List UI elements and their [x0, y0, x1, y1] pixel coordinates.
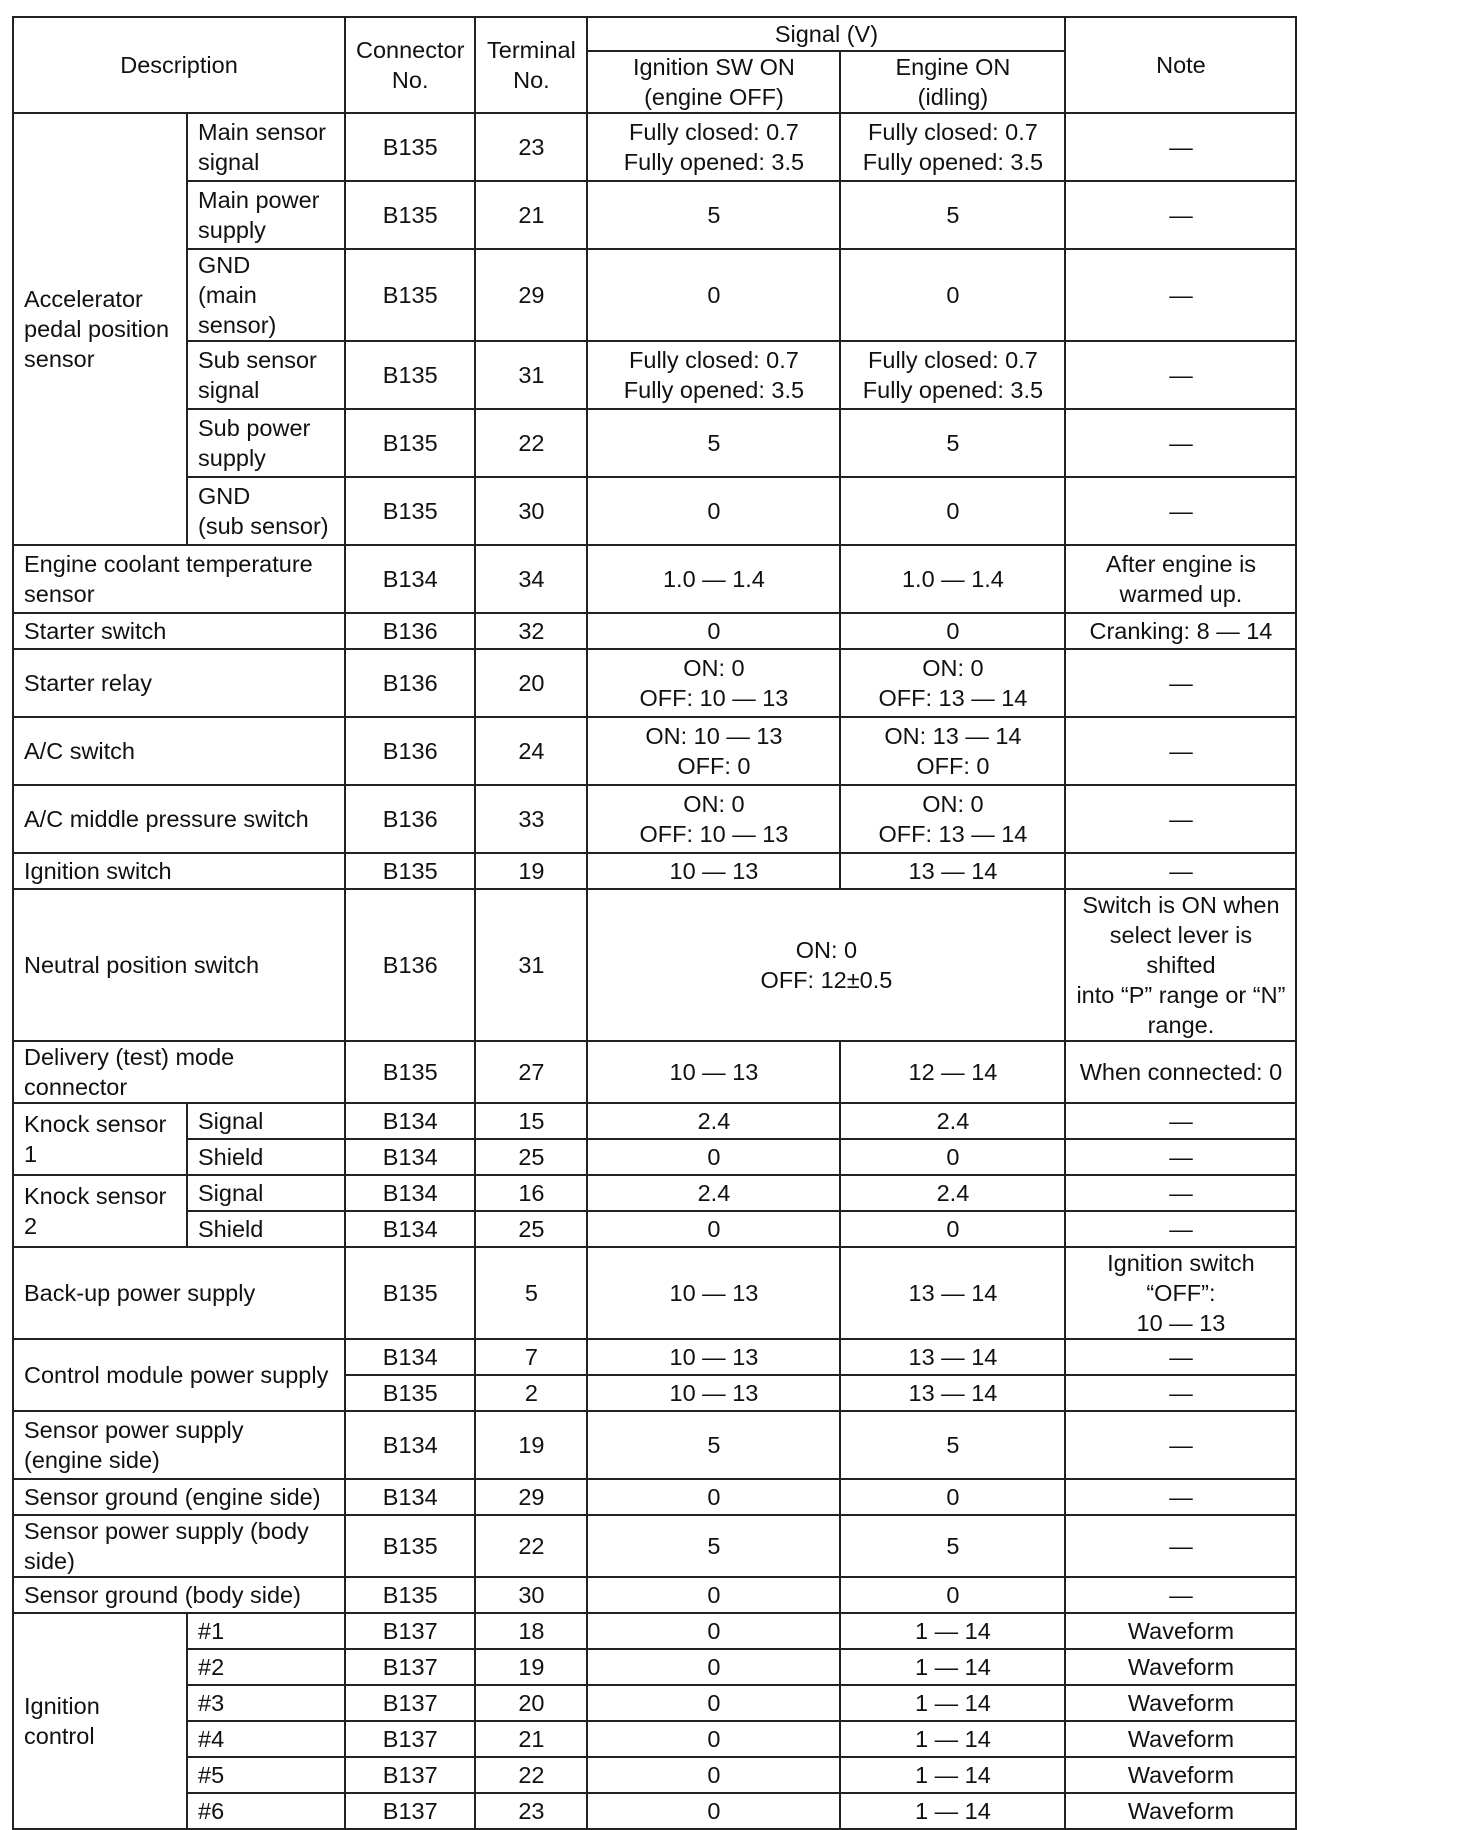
table-row: [13, 1613, 1296, 1649]
note-cell: Waveform: [1065, 1757, 1296, 1793]
document-page: [12, 16, 1297, 1830]
note-cell: —: [1065, 1139, 1296, 1175]
engine-on-cell: 0: [840, 1479, 1065, 1515]
table-row: [13, 1411, 1296, 1479]
table-row: [13, 1247, 1296, 1339]
table-row: [13, 613, 1296, 649]
note-cell: Switch is ON when select lever is shifted into “P” range or “N” range.: [1065, 889, 1296, 1041]
terminal-cell: 16: [475, 1175, 587, 1211]
engine-on-cell: 0: [840, 1577, 1065, 1613]
note-cell: —: [1065, 649, 1296, 717]
table-row: [13, 1721, 1296, 1757]
sub-description: Shield: [187, 1139, 345, 1175]
sub-description: Main sensor signal: [187, 113, 345, 181]
engine-on-cell: 13 — 14: [840, 853, 1065, 889]
table-row: [13, 113, 1296, 181]
connector-cell: B135: [345, 341, 475, 409]
description-cell: A/C switch: [13, 717, 345, 785]
engine-on-cell: 1 — 14: [840, 1757, 1065, 1793]
note-cell: When connected: 0: [1065, 1041, 1296, 1103]
note-cell: —: [1065, 409, 1296, 477]
ignition-on-cell: 2.4: [587, 1175, 840, 1211]
ignition-on-cell: 0: [587, 1211, 840, 1247]
terminal-cell: 21: [475, 1721, 587, 1757]
terminal-cell: 24: [475, 717, 587, 785]
description-cell: Starter relay: [13, 649, 345, 717]
note-cell: —: [1065, 1375, 1296, 1411]
table-row: [13, 1041, 1296, 1103]
sub-description: #4: [187, 1721, 345, 1757]
connector-cell: B137: [345, 1685, 475, 1721]
terminal-cell: 25: [475, 1211, 587, 1247]
header-engine-on: Engine ON (idling): [840, 51, 1065, 113]
note-cell: Cranking: 8 — 14: [1065, 613, 1296, 649]
connector-cell: B134: [345, 1411, 475, 1479]
note-cell: After engine is warmed up.: [1065, 545, 1296, 613]
connector-cell: B135: [345, 249, 475, 341]
ignition-on-cell: 0: [587, 1613, 840, 1649]
terminal-cell: 20: [475, 1685, 587, 1721]
terminal-cell: 22: [475, 1515, 587, 1577]
connector-cell: B135: [345, 113, 475, 181]
ignition-on-cell: 5: [587, 181, 840, 249]
note-cell: Waveform: [1065, 1721, 1296, 1757]
engine-on-cell: 1 — 14: [840, 1793, 1065, 1829]
table-row: [13, 409, 1296, 477]
ignition-on-cell: 0: [587, 249, 840, 341]
section-ignition-control: Ignition control: [13, 1613, 187, 1829]
ignition-on-cell: ON: 0 OFF: 10 — 13: [587, 785, 840, 853]
note-cell: Ignition switch “OFF”: 10 — 13: [1065, 1247, 1296, 1339]
engine-on-cell: 1 — 14: [840, 1613, 1065, 1649]
engine-on-cell: 0: [840, 1211, 1065, 1247]
connector-cell: B135: [345, 477, 475, 545]
connector-cell: B134: [345, 1139, 475, 1175]
engine-on-cell: ON: 13 — 14 OFF: 0: [840, 717, 1065, 785]
terminal-cell: 30: [475, 477, 587, 545]
connector-cell: B135: [345, 1041, 475, 1103]
engine-on-cell: 1 — 14: [840, 1685, 1065, 1721]
ignition-on-cell: 0: [587, 477, 840, 545]
connector-cell: B135: [345, 409, 475, 477]
terminal-cell: 27: [475, 1041, 587, 1103]
ignition-on-cell: 1.0 — 1.4: [587, 545, 840, 613]
note-cell: —: [1065, 1515, 1296, 1577]
terminal-cell: 22: [475, 409, 587, 477]
terminal-cell: 32: [475, 613, 587, 649]
description-cell: Sensor power supply (body side): [13, 1515, 345, 1577]
sub-description: Sub power supply: [187, 409, 345, 477]
note-cell: —: [1065, 1411, 1296, 1479]
sub-description: #3: [187, 1685, 345, 1721]
connector-cell: B135: [345, 1375, 475, 1411]
connector-cell: B135: [345, 181, 475, 249]
connector-cell: B136: [345, 889, 475, 1041]
table-row: [13, 181, 1296, 249]
note-cell: —: [1065, 181, 1296, 249]
ignition-on-cell: ON: 0 OFF: 10 — 13: [587, 649, 840, 717]
ignition-on-cell: Fully closed: 0.7 Fully opened: 3.5: [587, 113, 840, 181]
note-cell: —: [1065, 341, 1296, 409]
table-row: [13, 477, 1296, 545]
table-row: [13, 545, 1296, 613]
terminal-cell: 18: [475, 1613, 587, 1649]
signal-merged-cell: ON: 0 OFF: 12±0.5: [587, 889, 1065, 1041]
section-knock-sensor-1: Knock sensor 1: [13, 1103, 187, 1175]
ignition-on-cell: 10 — 13: [587, 853, 840, 889]
engine-on-cell: 2.4: [840, 1175, 1065, 1211]
sub-description: Signal: [187, 1103, 345, 1139]
note-cell: —: [1065, 853, 1296, 889]
note-cell: —: [1065, 1175, 1296, 1211]
table-row: [13, 1175, 1296, 1211]
connector-cell: B137: [345, 1613, 475, 1649]
table-row: [13, 717, 1296, 785]
terminal-cell: 22: [475, 1757, 587, 1793]
note-cell: —: [1065, 113, 1296, 181]
engine-on-cell: 5: [840, 1411, 1065, 1479]
table-row: [13, 889, 1296, 1041]
note-cell: Waveform: [1065, 1793, 1296, 1829]
table-row: [13, 1339, 1296, 1375]
connector-cell: B136: [345, 785, 475, 853]
connector-cell: B135: [345, 1515, 475, 1577]
engine-on-cell: 0: [840, 613, 1065, 649]
section-control-module-power: Control module power supply: [13, 1339, 345, 1411]
connector-cell: B136: [345, 717, 475, 785]
note-cell: Waveform: [1065, 1685, 1296, 1721]
engine-on-cell: 13 — 14: [840, 1339, 1065, 1375]
terminal-cell: 19: [475, 1411, 587, 1479]
table-row: [13, 1757, 1296, 1793]
engine-on-cell: 0: [840, 477, 1065, 545]
terminal-cell: 23: [475, 1793, 587, 1829]
connector-cell: B134: [345, 1479, 475, 1515]
engine-on-cell: 13 — 14: [840, 1375, 1065, 1411]
description-cell: Ignition switch: [13, 853, 345, 889]
connector-cell: B137: [345, 1721, 475, 1757]
ignition-on-cell: 2.4: [587, 1103, 840, 1139]
note-cell: —: [1065, 1577, 1296, 1613]
description-cell: Engine coolant temperature sensor: [13, 545, 345, 613]
header-connector-no: Connector No.: [345, 17, 475, 113]
note-cell: —: [1065, 1103, 1296, 1139]
table-row: [13, 1211, 1296, 1247]
engine-on-cell: 1.0 — 1.4: [840, 545, 1065, 613]
description-cell: Sensor power supply (engine side): [13, 1411, 345, 1479]
ignition-on-cell: 0: [587, 1793, 840, 1829]
table-row: [13, 1103, 1296, 1139]
sub-description: #2: [187, 1649, 345, 1685]
note-cell: —: [1065, 1211, 1296, 1247]
terminal-cell: 33: [475, 785, 587, 853]
connector-cell: B137: [345, 1757, 475, 1793]
terminal-cell: 7: [475, 1339, 587, 1375]
table-row: [13, 649, 1296, 717]
table-row: [13, 1685, 1296, 1721]
note-cell: —: [1065, 717, 1296, 785]
connector-cell: B136: [345, 649, 475, 717]
terminal-cell: 31: [475, 341, 587, 409]
sub-description: Main power supply: [187, 181, 345, 249]
description-cell: Delivery (test) mode connector: [13, 1041, 345, 1103]
description-cell: A/C middle pressure switch: [13, 785, 345, 853]
connector-cell: B134: [345, 1211, 475, 1247]
ignition-on-cell: 5: [587, 409, 840, 477]
terminal-cell: 19: [475, 853, 587, 889]
connector-cell: B135: [345, 1247, 475, 1339]
connector-cell: B137: [345, 1649, 475, 1685]
terminal-cell: 29: [475, 1479, 587, 1515]
description-cell: Sensor ground (engine side): [13, 1479, 345, 1515]
ignition-on-cell: 0: [587, 1685, 840, 1721]
table-row: [13, 1479, 1296, 1515]
note-cell: Waveform: [1065, 1649, 1296, 1685]
table-row: [13, 785, 1296, 853]
connector-cell: B134: [345, 1103, 475, 1139]
header-signal: Signal (V): [587, 17, 1065, 51]
table-row: [13, 249, 1296, 341]
ignition-on-cell: 5: [587, 1411, 840, 1479]
engine-on-cell: 5: [840, 1515, 1065, 1577]
terminal-cell: 15: [475, 1103, 587, 1139]
connector-cell: B134: [345, 545, 475, 613]
table-row: [13, 1577, 1296, 1613]
ignition-on-cell: 0: [587, 1649, 840, 1685]
ignition-on-cell: 5: [587, 1515, 840, 1577]
sub-description: #5: [187, 1757, 345, 1793]
engine-on-cell: 1 — 14: [840, 1721, 1065, 1757]
connector-cell: B135: [345, 1577, 475, 1613]
engine-on-cell: Fully closed: 0.7 Fully opened: 3.5: [840, 113, 1065, 181]
terminal-cell: 34: [475, 545, 587, 613]
engine-on-cell: Fully closed: 0.7 Fully opened: 3.5: [840, 341, 1065, 409]
header-note: Note: [1065, 17, 1296, 113]
ignition-on-cell: 0: [587, 1139, 840, 1175]
sub-description: Sub sensor signal: [187, 341, 345, 409]
engine-on-cell: ON: 0 OFF: 13 — 14: [840, 785, 1065, 853]
table-row: [13, 1793, 1296, 1829]
note-cell: —: [1065, 785, 1296, 853]
terminal-cell: 31: [475, 889, 587, 1041]
engine-on-cell: 2.4: [840, 1103, 1065, 1139]
engine-on-cell: 12 — 14: [840, 1041, 1065, 1103]
engine-on-cell: 1 — 14: [840, 1649, 1065, 1685]
table-row: [13, 1515, 1296, 1577]
engine-on-cell: 13 — 14: [840, 1247, 1065, 1339]
connector-cell: B136: [345, 613, 475, 649]
header-terminal-no: Terminal No.: [475, 17, 587, 113]
description-cell: Back-up power supply: [13, 1247, 345, 1339]
sub-description: Signal: [187, 1175, 345, 1211]
terminal-cell: 20: [475, 649, 587, 717]
ignition-on-cell: 10 — 13: [587, 1041, 840, 1103]
ignition-on-cell: Fully closed: 0.7 Fully opened: 3.5: [587, 341, 840, 409]
ignition-on-cell: 0: [587, 1721, 840, 1757]
section-accelerator-pedal-sensor: Accelerator pedal position sensor: [13, 113, 187, 545]
engine-on-cell: 5: [840, 409, 1065, 477]
header-ignition-sw-on: Ignition SW ON (engine OFF): [587, 51, 840, 113]
note-cell: —: [1065, 1339, 1296, 1375]
connector-cell: B135: [345, 853, 475, 889]
note-cell: —: [1065, 1479, 1296, 1515]
terminal-cell: 30: [475, 1577, 587, 1613]
sub-description: #1: [187, 1613, 345, 1649]
table-row: [13, 341, 1296, 409]
ignition-on-cell: 10 — 13: [587, 1375, 840, 1411]
connector-cell: B134: [345, 1339, 475, 1375]
terminal-cell: 5: [475, 1247, 587, 1339]
note-cell: —: [1065, 249, 1296, 341]
section-knock-sensor-2: Knock sensor 2: [13, 1175, 187, 1247]
engine-on-cell: ON: 0 OFF: 13 — 14: [840, 649, 1065, 717]
sub-description: Shield: [187, 1211, 345, 1247]
sub-description: GND (sub sensor): [187, 477, 345, 545]
ignition-on-cell: ON: 10 — 13 OFF: 0: [587, 717, 840, 785]
header-description: Description: [13, 17, 345, 113]
engine-on-cell: 0: [840, 249, 1065, 341]
sub-description: GND (main sensor): [187, 249, 345, 341]
description-cell: Starter switch: [13, 613, 345, 649]
engine-on-cell: 0: [840, 1139, 1065, 1175]
sub-description: #6: [187, 1793, 345, 1829]
table-row: [13, 1649, 1296, 1685]
ignition-on-cell: 0: [587, 613, 840, 649]
connector-cell: B134: [345, 1175, 475, 1211]
ignition-on-cell: 10 — 13: [587, 1247, 840, 1339]
terminal-cell: 23: [475, 113, 587, 181]
signal-spec-table: [12, 16, 1297, 1830]
description-cell: Sensor ground (body side): [13, 1577, 345, 1613]
connector-cell: B137: [345, 1793, 475, 1829]
table-row: [13, 1139, 1296, 1175]
ignition-on-cell: 0: [587, 1479, 840, 1515]
engine-on-cell: 5: [840, 181, 1065, 249]
description-cell: Neutral position switch: [13, 889, 345, 1041]
terminal-cell: 19: [475, 1649, 587, 1685]
terminal-cell: 21: [475, 181, 587, 249]
terminal-cell: 25: [475, 1139, 587, 1175]
table-row: [13, 853, 1296, 889]
ignition-on-cell: 10 — 13: [587, 1339, 840, 1375]
ignition-on-cell: 0: [587, 1577, 840, 1613]
terminal-cell: 2: [475, 1375, 587, 1411]
note-cell: Waveform: [1065, 1613, 1296, 1649]
ignition-on-cell: 0: [587, 1757, 840, 1793]
terminal-cell: 29: [475, 249, 587, 341]
note-cell: —: [1065, 477, 1296, 545]
